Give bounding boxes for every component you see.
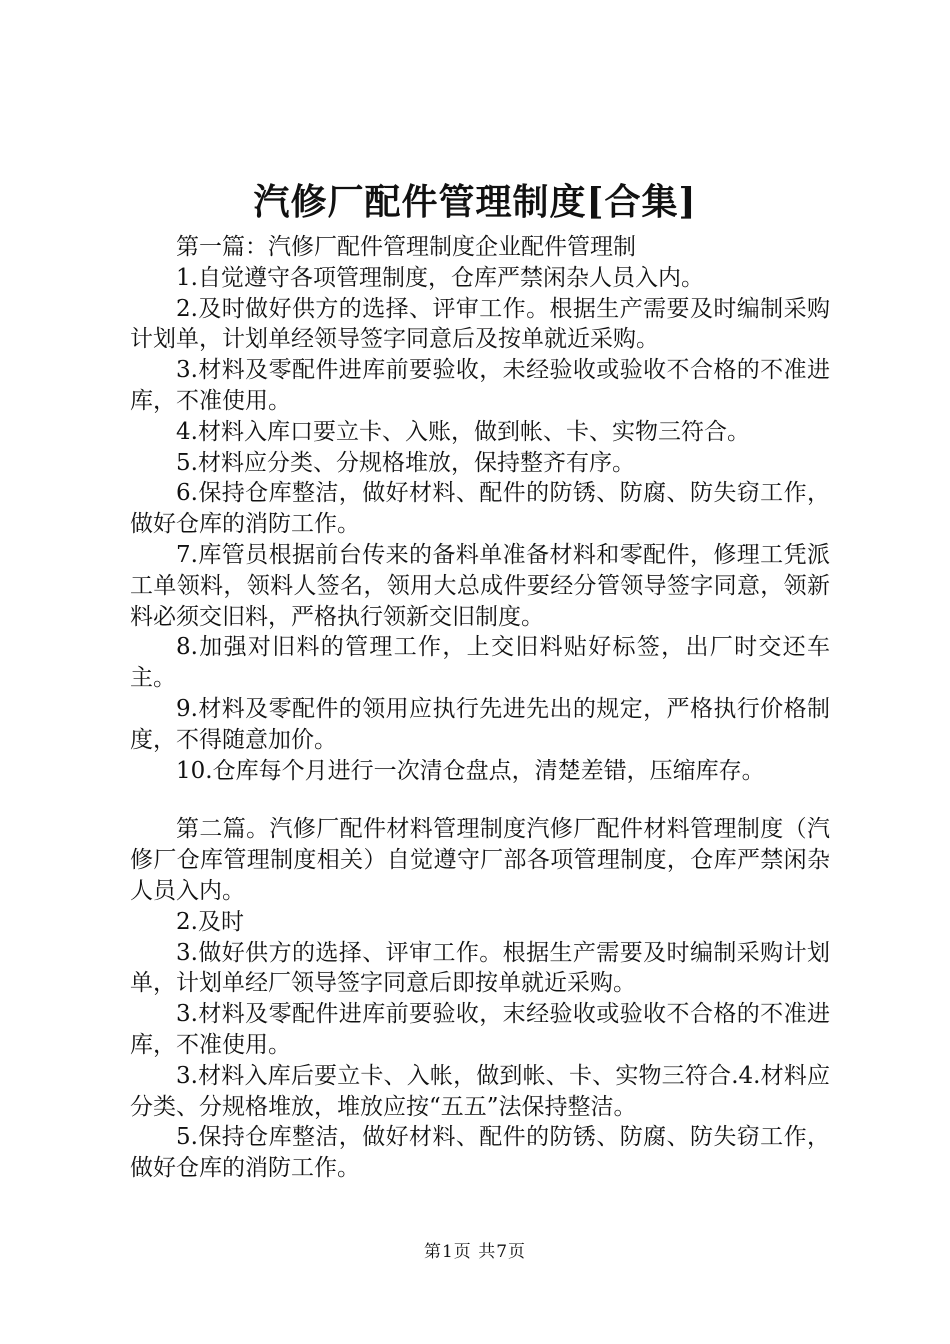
paragraph-item: 3.做好供方的选择、评审工作。根据生产需要及时编制采购计划单，计划单经厂领导签字同意后即按单就近采购。 [130,939,830,997]
paragraph-item: 6.保持仓库整洁，做好材料、配件的防锈、防腐、防失窃工作，做好仓库的消防工作。 [130,480,830,538]
section-spacer [130,786,830,814]
paragraph-item: 3.材料入库后要立卡、入帐，做到帐、卡、实物三符合.4.材料应分类、分规格堆放，堆放应按“五五”法保持整洁。 [130,1062,830,1120]
section-heading-part-two: 第二篇。汽修厂配件材料管理制度汽修厂配件材料管理制度（汽修厂仓库管理制度相关）自觉遵守厂部各项管理制度，仓库严禁闲杂人员入内。 [130,816,830,904]
section-heading-part-one: 第一篇：汽修厂配件管理制度企业配件管理制 [176,234,636,260]
document-title: 汽修厂配件管理制度[合集] [253,181,697,223]
paragraph-item: 3.材料及零配件进库前要验收，未经验收或验收不合格的不准进库，不准使用。 [130,357,830,414]
paragraph-item: 7.库管员根据前台传来的备料单准备材料和零配件，修理工凭派工单领料，领料人签名，领用大总成件要经分管领导签字同意，领新料必须交旧料，严格执行领新交旧制度。 [130,541,830,630]
paragraph-item: 9.材料及零配件的领用应执行先进先出的规定，严格执行价格制度，不得随意加价。 [130,695,830,753]
paragraph-item: 3.材料及零配件进库前要验收，末经验收或验收不合格的不准进库，不准使用。 [130,1001,830,1058]
paragraph-item: 2.及时 [176,908,244,935]
paragraph-item: 8.加强对旧料的管理工作，上交旧料贴好标签，出厂时交还车主。 [130,634,830,692]
paragraph-item: 10.仓库每个月进行一次清仓盘点，清楚差错，压缩库存。 [176,757,765,784]
paragraph-item: 5.材料应分类、分规格堆放，保持整齐有序。 [176,449,635,476]
page-footer: 第1页 共7页 [423,1242,527,1262]
document-body [130,232,830,1184]
paragraph-item: 4.材料入库口要立卡、入账，做到帐、卡、实物三符合。 [176,418,750,445]
paragraph-item: 2.及时做好供方的选择、评审工作。根据生产需要及时编制采购计划单，计划单经领导签字同意后及按单就近采购。 [130,295,830,353]
paragraph-item: 1.自觉遵守各项管理制度，仓库严禁闲杂人员入内。 [176,264,704,291]
paragraph-item: 5.保持仓库整洁，做好材料、配件的防锈、防腐、防失窃工作，做好仓库的消防工作。 [130,1124,830,1182]
